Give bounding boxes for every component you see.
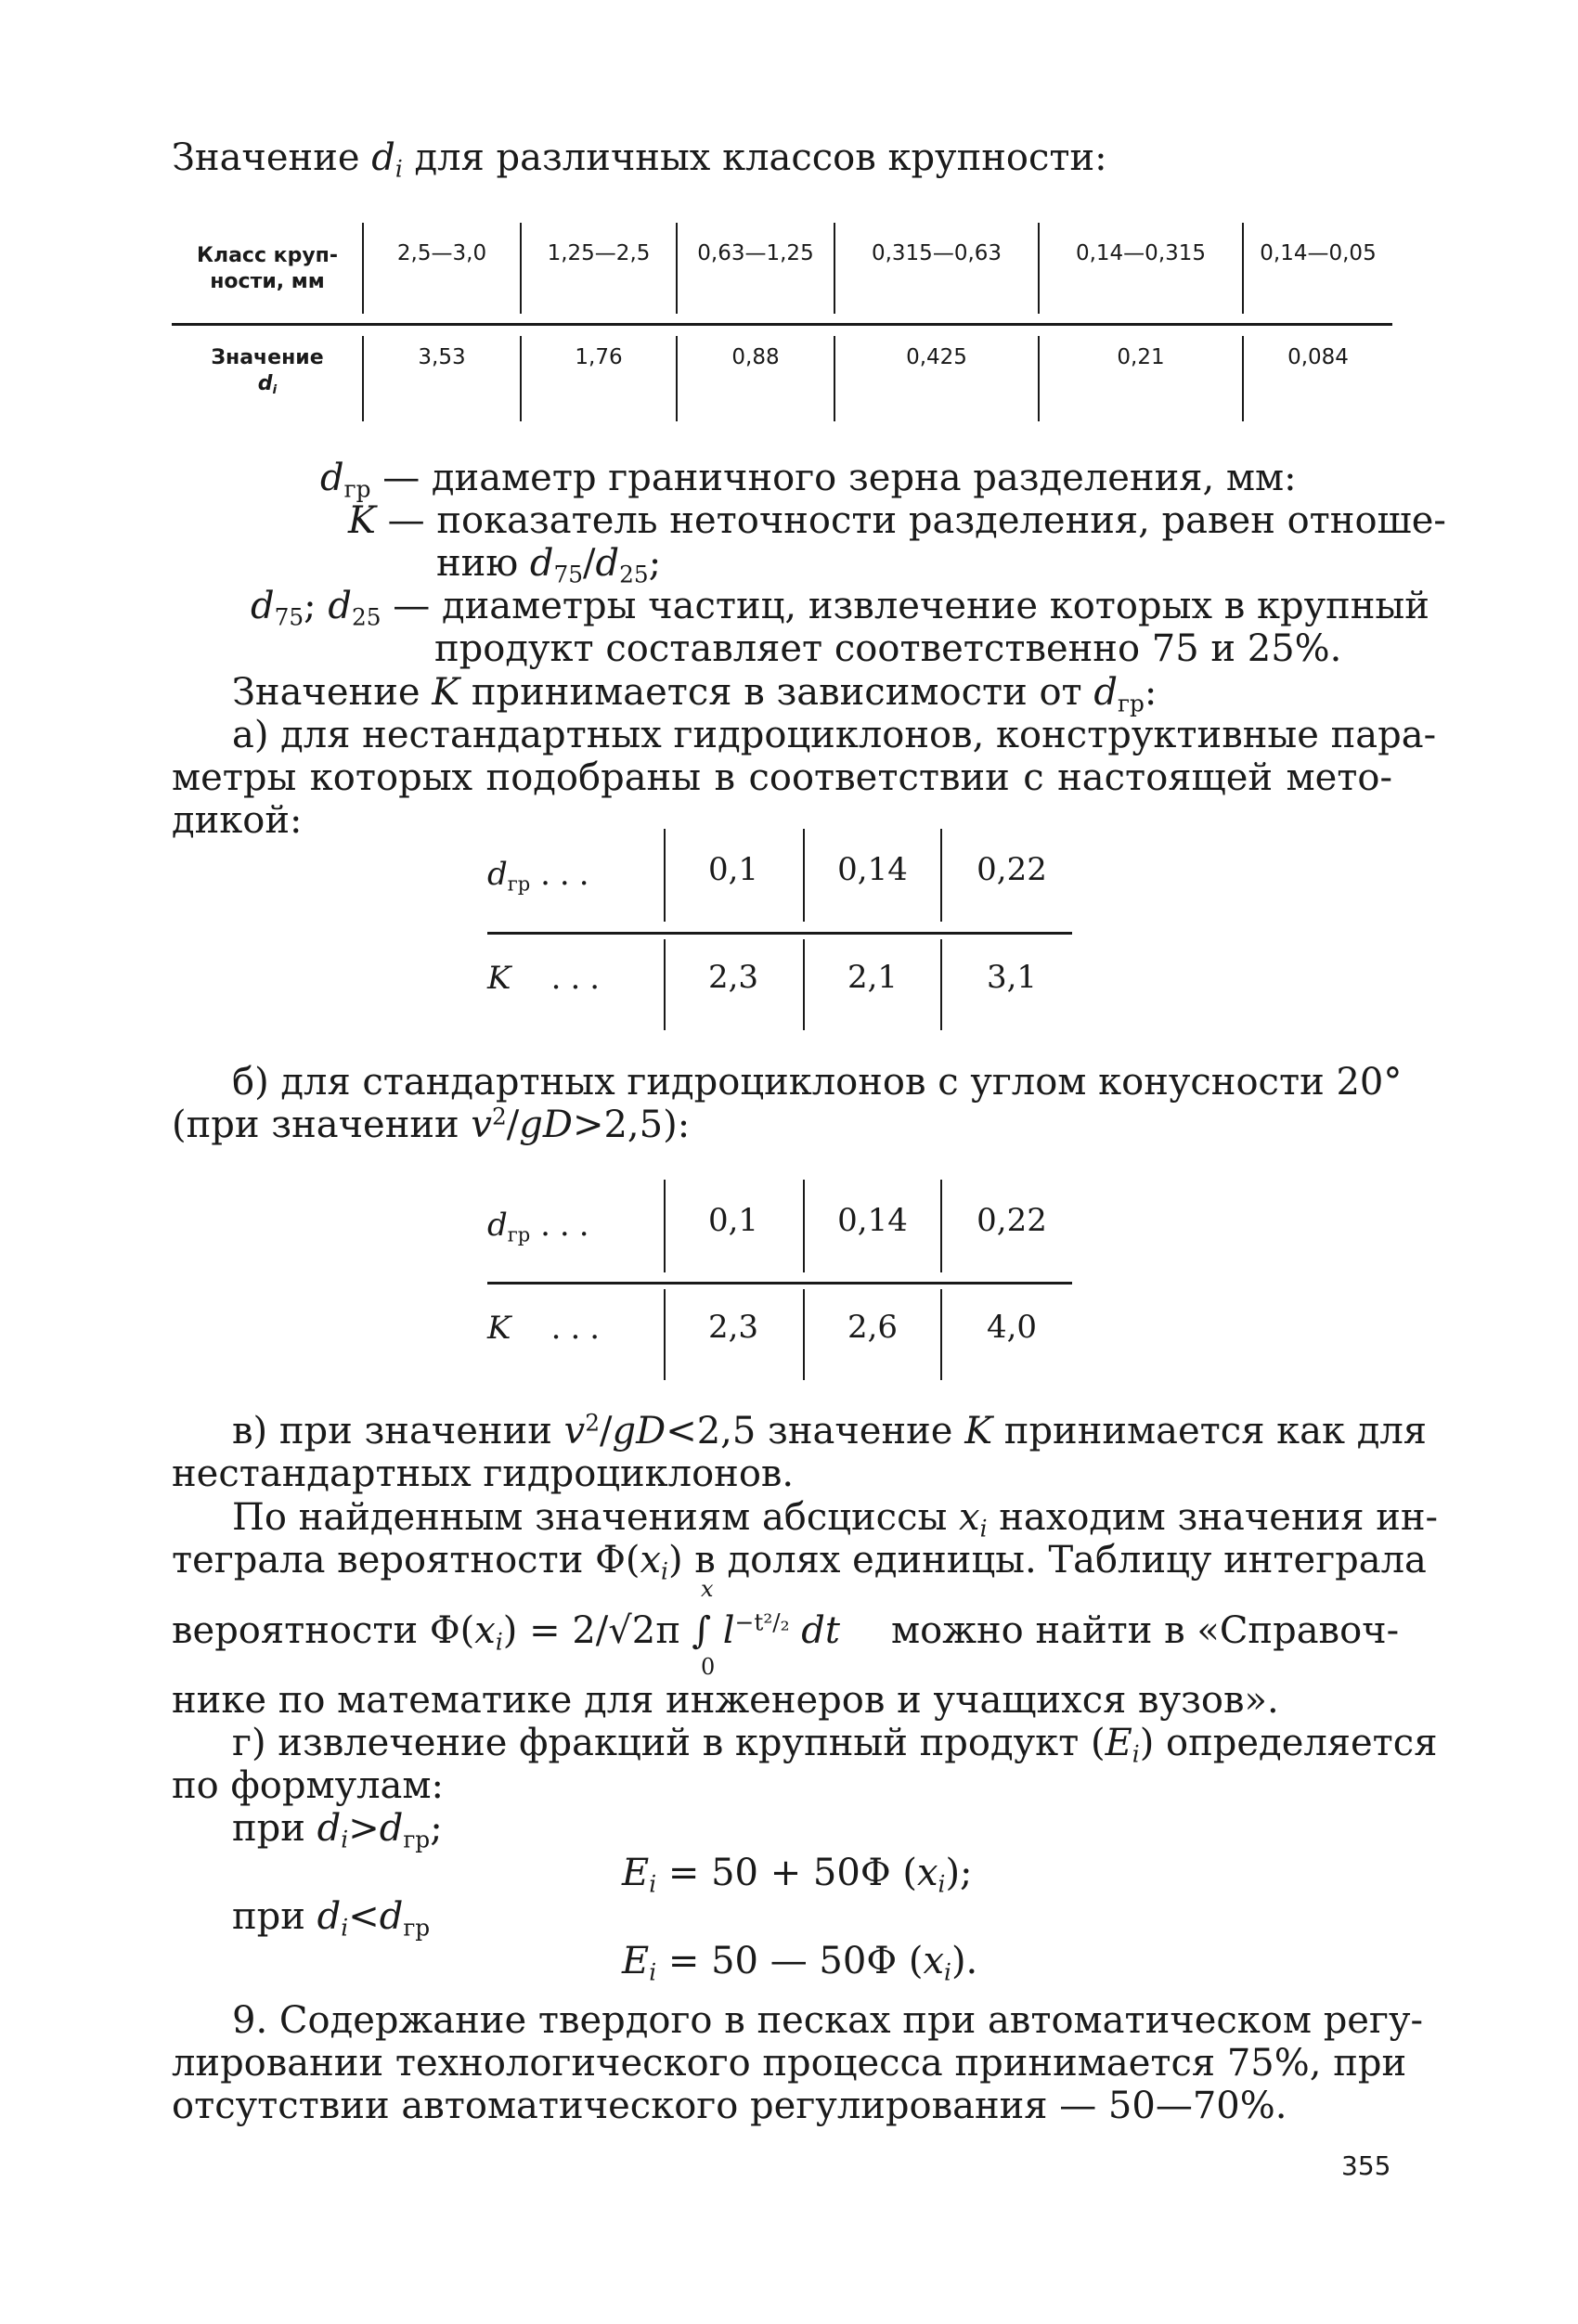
case-g-line2: по формулам: <box>172 1764 444 1807</box>
item9-line1: 9. Содержание твердого в песках при автоматическом регу- <box>232 1999 1423 2042</box>
table-divider <box>487 1282 1072 1285</box>
case-a-line1: а) для нестандартных гидроциклонов, конструктивные пара- <box>232 714 1437 756</box>
condition-less: при $d_i<d_{гр}$ <box>232 1895 431 1942</box>
table-column-rule <box>664 829 666 922</box>
table-column-rule <box>940 939 942 1030</box>
table-cell-class: 0,315—0,63 <box>871 241 1002 265</box>
table-column-rule <box>664 1289 666 1380</box>
table-cell-dgr: 0,1 <box>707 851 759 888</box>
integral-upper-limit: x <box>701 1576 714 1602</box>
table-column-rule <box>664 1180 666 1272</box>
table-cell-dgr: 0,14 <box>837 1202 908 1239</box>
integral-line1: По найденным значениям абсциссы $x_i$ находим значения ин- <box>232 1496 1439 1543</box>
table-column-rule <box>1242 223 1244 314</box>
table-cell-dgr: 0,22 <box>977 1202 1047 1239</box>
table-column-rule <box>940 1289 942 1380</box>
table-column-rule <box>940 829 942 922</box>
row-label-k: K ... <box>487 960 610 997</box>
definition-k-cont: нию $d_{75}/d_{25}$; <box>436 542 662 588</box>
intro-line: Значение $d_i$ для различных классов крупности: <box>172 136 1107 183</box>
table-cell-k: 2,1 <box>847 959 899 996</box>
case-b-line1: б) для стандартных гидроциклонов с углом конусности 20° <box>232 1061 1403 1104</box>
formula-plus: $E_i = 50 + 50\Phi$ $(x_i)$; <box>622 1852 973 1898</box>
table-column-rule <box>803 1289 805 1380</box>
k-intro-line: Значение K принимается в зависимости от $d_{гр}$: <box>232 671 1158 717</box>
table-cell-class: 1,25—2,5 <box>547 241 651 265</box>
case-b-line2: (при значении $v^2/gD>2,5$): <box>172 1103 691 1146</box>
table-cell-value: 0,425 <box>906 345 967 369</box>
definition-d75-d25: $d_{75}$; $d_{25}$ — диаметры частиц, извлечение которых в крупный <box>251 585 1429 631</box>
table-cell-class: 0,63—1,25 <box>697 241 814 265</box>
table-divider <box>487 932 1072 935</box>
table-row-label: Значение $d_i$ <box>211 346 324 398</box>
table-cell-k: 2,3 <box>707 959 759 996</box>
case-a-line2: метры которых подобраны в соответствии с настоящей мето- <box>172 756 1392 799</box>
integral-line3-end: можно найти в «Справоч- <box>891 1609 1400 1652</box>
page-number: 355 <box>1341 2150 1391 2181</box>
table-column-rule <box>1038 223 1040 314</box>
table-cell-k: 2,6 <box>847 1309 899 1346</box>
table-column-rule <box>803 829 805 922</box>
row-label-k: K ... <box>487 1310 610 1347</box>
table-row-label: Класс круп- ности, мм <box>196 244 339 293</box>
formula-minus: $E_i = 50$ — 50Φ $(x_i)$. <box>622 1940 978 1986</box>
table-divider <box>172 323 1392 326</box>
table-cell-value: 0,88 <box>731 345 780 369</box>
table-column-rule <box>803 939 805 1030</box>
definition-d-cont: продукт составляет соответственно 75 и 25%. <box>434 627 1342 670</box>
integral-line3: вероятности $\Phi(x_i) = 2/√2\pi$ ∫ $l^{-t^2/_2}$ dt <box>172 1608 840 1656</box>
table-column-rule <box>362 223 364 314</box>
table-cell-dgr: 0,22 <box>977 851 1047 888</box>
table-cell-class: 0,14—0,315 <box>1075 241 1207 265</box>
definition-dgr: $d_{гр}$ — диаметр граничного зерна разделения, мм: <box>320 457 1297 503</box>
table-cell-value: 1,76 <box>575 345 623 369</box>
integral-line2: теграла вероятности $\Phi(x_i)$ в долях единицы. Таблицу интеграла <box>172 1539 1427 1585</box>
table-cell-class: 0,14—0,05 <box>1260 241 1377 265</box>
table-column-rule <box>520 223 522 314</box>
case-g-line1: г) извлечение фракций в крупный продукт $(E_i)$ определяется <box>232 1722 1438 1768</box>
table-column-rule <box>676 223 678 314</box>
table-cell-dgr: 0,14 <box>837 851 908 888</box>
table-column-rule <box>664 939 666 1030</box>
table-cell-value: 0,21 <box>1117 345 1165 369</box>
table-cell-k: 4,0 <box>986 1309 1038 1346</box>
integral-line4: нике по математике для инженеров и учащихся вузов». <box>172 1679 1279 1722</box>
row-label-dgr: $d_{гр}$ ... <box>487 1207 599 1246</box>
item9-line2: лировании технологического процесса принимается 75%, при <box>172 2042 1407 2085</box>
table-cell-class: 2,5—3,0 <box>396 241 487 265</box>
case-c-line2: нестандартных гидроциклонов. <box>172 1452 795 1495</box>
table-cell-k: 3,1 <box>986 959 1038 996</box>
table-column-rule <box>834 223 835 314</box>
definition-k: K — показатель неточности разделения, равен отноше- <box>348 499 1446 542</box>
integral-lower-limit: 0 <box>701 1654 716 1680</box>
condition-greater: при $d_i>d_{гр}$; <box>232 1807 443 1853</box>
case-a-line3: дикой: <box>172 799 303 842</box>
case-c-line1: в) при значении $v^2/gD<2,5$ значение K принимается как для <box>232 1409 1427 1452</box>
table-column-rule <box>940 1180 942 1272</box>
item9-line3: отсутствии автоматического регулирования — 50—70%. <box>172 2085 1287 2127</box>
table-column-rule <box>803 1180 805 1272</box>
row-label-dgr: $d_{гр}$ ... <box>487 856 599 896</box>
table-cell-dgr: 0,1 <box>707 1202 759 1239</box>
table-cell-value: 3,53 <box>418 345 466 369</box>
table-cell-value: 0,084 <box>1287 345 1349 369</box>
table-cell-k: 2,3 <box>707 1309 759 1346</box>
